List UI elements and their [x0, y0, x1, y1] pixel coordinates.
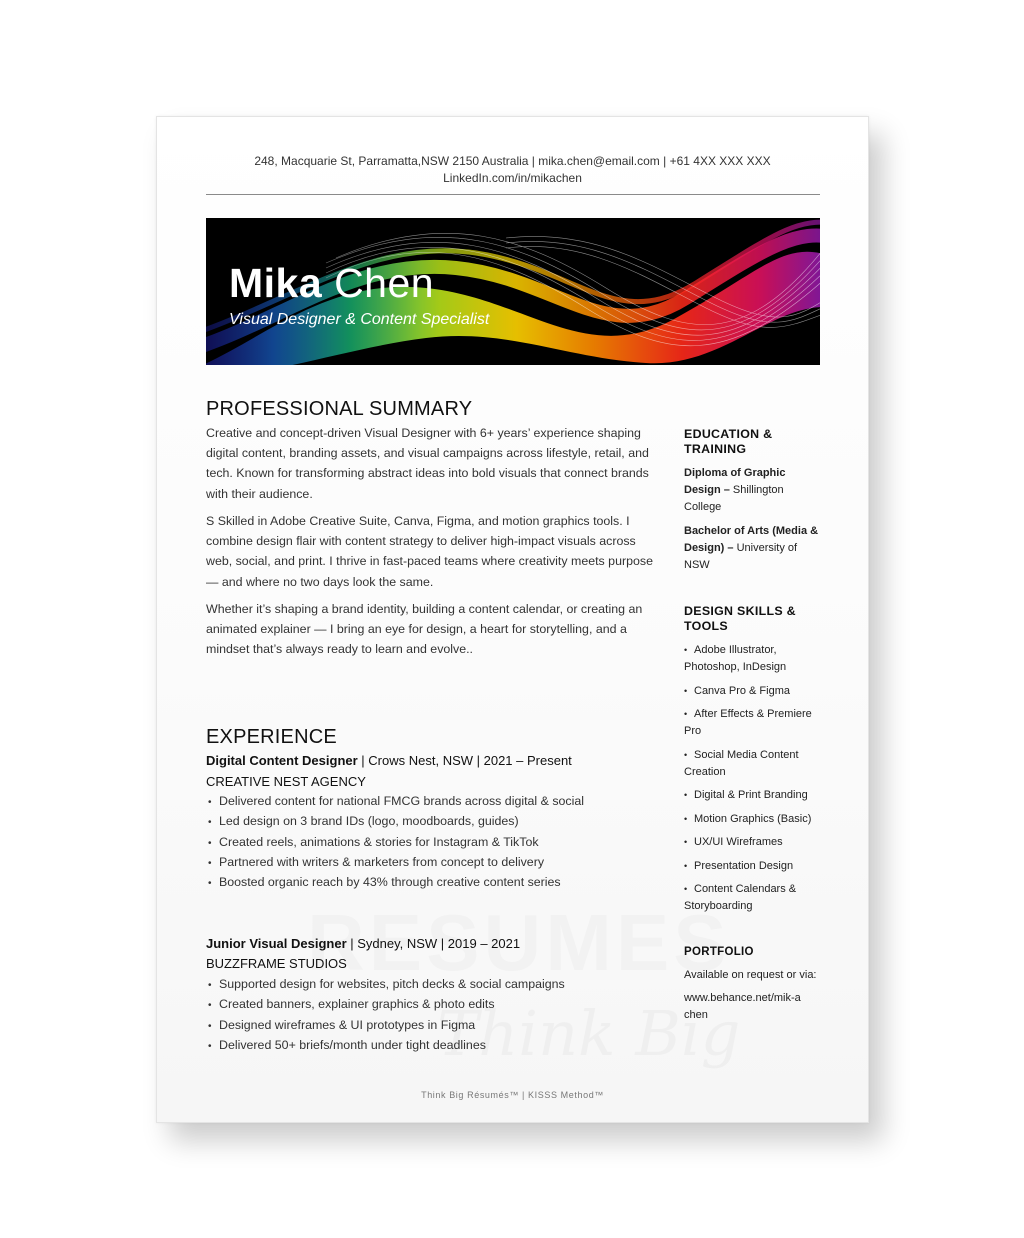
skills-heading: DESIGN SKILLS & TOOLS — [684, 604, 796, 633]
list-item: • Designed wireframes & UI prototypes in Figma — [206, 1015, 565, 1035]
page-footer: Think Big Résumés™ | KISSS Method™ — [421, 1090, 604, 1100]
job-bullets — [206, 974, 565, 1055]
portfolio-link[interactable]: www.behance.net/mik-achen — [684, 992, 801, 1021]
education-section — [684, 427, 824, 574]
list-item: • Presentation Design — [684, 858, 824, 875]
list-item: • UX/UI Wireframes — [684, 834, 824, 851]
list-item: • Led design on 3 brand IDs (logo, moodboards, guides) — [206, 811, 584, 831]
list-item: • Created banners, explainer graphics & photo edits — [206, 994, 565, 1014]
candidate-tagline: Visual Designer & Content Specialist — [229, 311, 490, 328]
education-item — [684, 465, 824, 516]
education-school: Shillington College — [684, 484, 784, 513]
resume-page — [156, 116, 869, 1123]
summary-paragraph: Creative and concept-driven Visual Designer with 6+ years’ experience shaping digital content, branding assets, and visual campaigns across lifestyle, retail, and tech. Known for transforming abstract ideas into bold visuals that connect brands with their audience. — [206, 426, 649, 501]
education-heading: EDUCATION & TRAINING — [684, 427, 773, 456]
first-name: Mika — [229, 260, 323, 306]
list-item: • Created reels, animations & stories for Instagram & TikTok — [206, 832, 584, 852]
list-item: • Boosted organic reach by 43% through creative content series — [206, 872, 584, 892]
list-item: • After Effects & Premiere Pro — [684, 706, 824, 740]
candidate-name — [229, 260, 434, 307]
portfolio-text: Available on request or via: — [684, 969, 817, 981]
linkedin-line: LinkedIn.com/in/mikachen — [443, 171, 582, 185]
job-title: Digital Content Designer — [206, 753, 358, 768]
summary-heading: PROFESSIONAL SUMMARY — [206, 398, 473, 420]
education-degree: Bachelor of Arts (Media & Design) – — [684, 525, 819, 554]
list-item: • Delivered 50+ briefs/month under tight deadlines — [206, 1035, 565, 1055]
list-item: • Social Media Content Creation — [684, 747, 824, 781]
job-title-line — [206, 936, 520, 951]
job-title-line — [206, 753, 572, 768]
summary-paragraph: Whether it’s shaping a brand identity, building a content calendar, or creating an animated explainer — I bring an eye for design, a heart for storytelling, and a mindset that’s always ready to learn and evolve.. — [206, 602, 643, 657]
list-item: • Delivered content for national FMCG brands across digital & social — [206, 791, 584, 811]
name-banner — [206, 218, 820, 365]
job-details: | Sydney, NSW | 2019 – 2021 — [346, 936, 521, 951]
education-school: University of NSW — [684, 542, 798, 571]
list-item: • Content Calendars & Storyboarding — [684, 881, 824, 915]
education-item — [684, 523, 824, 574]
skills-list — [684, 642, 824, 915]
summary-paragraph: S Skilled in Adobe Creative Suite, Canva, Figma, and motion graphics tools. I combine design flair with content strategy to deliver high-impact visuals across web, social, and print. I thrive in fast-paced teams where creativity meets purpose — and where no two days look the same. — [206, 514, 653, 589]
job-bullets — [206, 791, 584, 892]
portfolio-section — [684, 945, 824, 1024]
portfolio-heading: PORTFOLIO — [684, 946, 754, 958]
list-item: • Canva Pro & Figma — [684, 683, 824, 700]
job-title: Junior Visual Designer — [206, 936, 347, 951]
job-details: | Crows Nest, NSW | 2021 – Present — [357, 753, 572, 768]
header-divider — [206, 194, 820, 195]
list-item: • Supported design for websites, pitch decks & social campaigns — [206, 974, 565, 994]
contact-line: 248, Macquarie St, Parramatta,NSW 2150 Australia | mika.chen@email.com | +61 4XX XXX XXX — [254, 154, 771, 168]
company-name: CREATIVE NEST AGENCY — [206, 774, 366, 789]
last-name: Chen — [334, 260, 435, 306]
list-item: • Adobe Illustrator, Photoshop, InDesign — [684, 642, 824, 676]
company-name: BUZZFRAME STUDIOS — [206, 956, 347, 971]
skills-section — [684, 604, 824, 922]
list-item: • Digital & Print Branding — [684, 787, 824, 804]
education-degree: Diploma of Graphic Design – — [684, 467, 786, 496]
list-item: • Partnered with writers & marketers from concept to delivery — [206, 852, 584, 872]
list-item: • Motion Graphics (Basic) — [684, 811, 824, 828]
experience-heading: EXPERIENCE — [206, 726, 337, 748]
